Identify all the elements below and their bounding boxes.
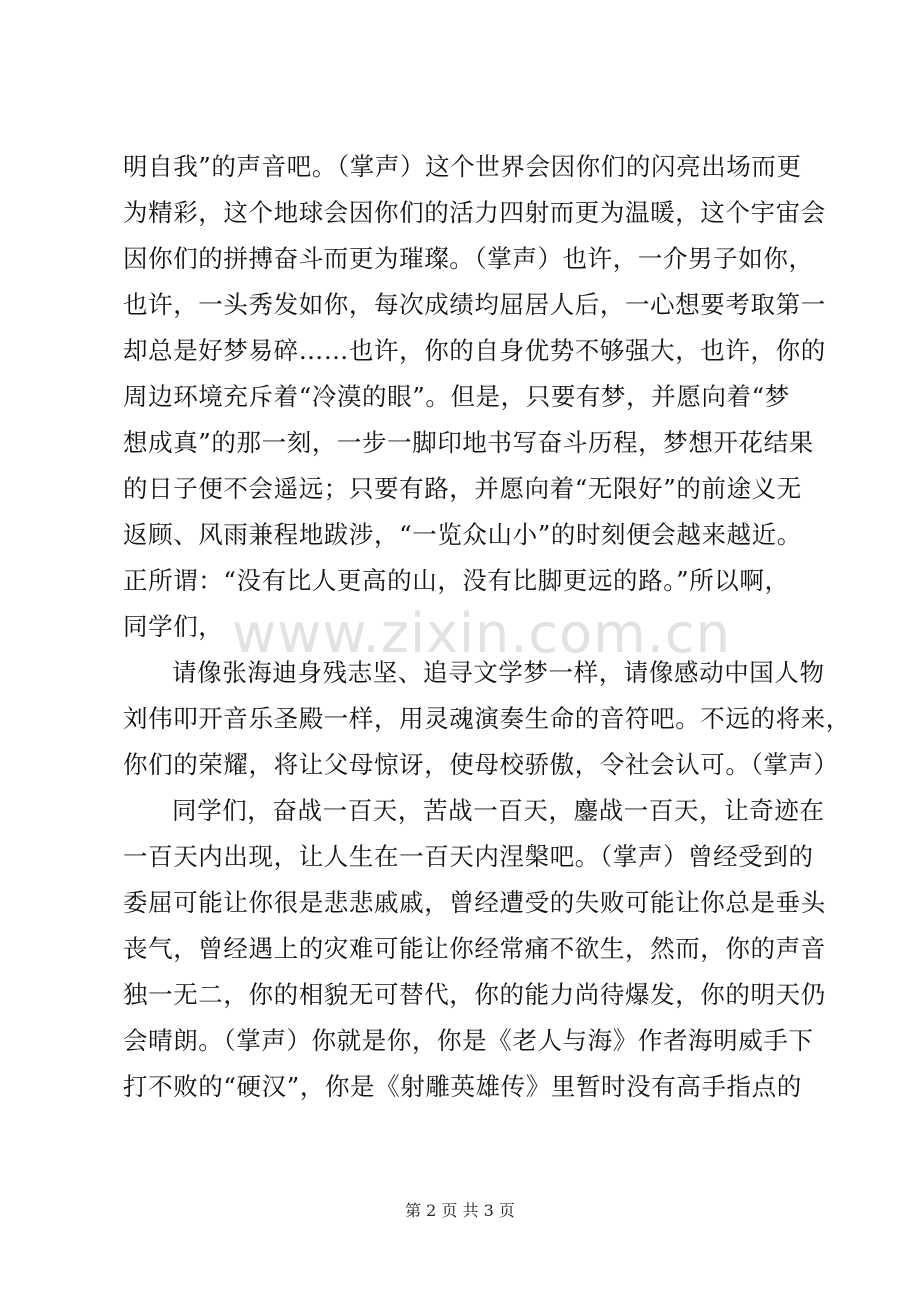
text-line: 委屈可能让你很是悲悲戚戚，曾经遭受的失败可能让你总是垂头 [123,888,826,917]
text-line: 会晴朗。（掌声）你就是你，你是《老人与海》作者海明威手下 [123,1026,814,1055]
paragraph-first-line: 请像张海迪身残志坚、追寻文学梦一样，请像感动中国人物 [172,658,825,687]
text-line: 周边环境充斥着“冷漠的眼”。但是，只要有梦，并愿向着“梦 [123,382,790,411]
text-line: 的日子便不会遥远；只要有路，并愿向着“无限好”的前途义无 [123,474,802,503]
text-line: 一百天内出现，让人生在一百天内涅槃吧。（掌声）曾经受到的 [123,842,814,871]
text-line: 你们的荣耀，将让父母惊讶，使母校骄傲，令社会认可。（掌声） [123,750,839,779]
text-line: 为精彩，这个地球会因你们的活力四射而更为温暖，这个宇宙会 [123,198,826,227]
text-line: 想成真”的那一刻，一步一脚印地书写奋斗历程，梦想开花结果 [123,428,814,457]
text-line: 独一无二，你的相貌无可替代，你的能力尚待爆发，你的明天仍 [123,980,826,1009]
text-line: 打不败的“硬汉”，你是《射雕英雄传》里暂时没有高手指点的 [123,1072,802,1101]
text-line: 却总是好梦易碎……也许，你的自身优势不够强大，也许，你的 [123,336,826,365]
paragraph-first-line: 同学们，奋战一百天，苦战一百天，鏖战一百天，让奇迹在 [172,796,825,825]
text-line: 因你们的拼搏奋斗而更为璀璨。（掌声）也许，一介男子如你， [123,244,814,273]
watermark: www.zixin.com.cn [232,602,731,665]
text-line: 明自我”的声音吧。（掌声）这个世界会因你们的闪亮出场而更 [123,152,802,181]
text-line: 丧气，曾经遇上的灾难可能让你经常痛不欲生，然而，你的声音 [123,934,826,963]
text-line: 也许，一头秀发如你，每次成绩均屈居人后，一心想要考取第一 [123,290,826,319]
text-line: 刘伟叩开音乐圣殿一样，用灵魂演奏生命的音符吧。不远的将来， [123,704,851,733]
text-line: 正所谓：“没有比人更高的山，没有比脚更远的路。”所以啊， [123,566,790,595]
page-footer: 第 2 页 共 3 页 [405,1201,515,1220]
text-line: 同学们， [123,612,224,641]
text-line: 返顾、风雨兼程地跋涉，“一览众山小”的时刻便会越来越近。 [123,520,802,549]
